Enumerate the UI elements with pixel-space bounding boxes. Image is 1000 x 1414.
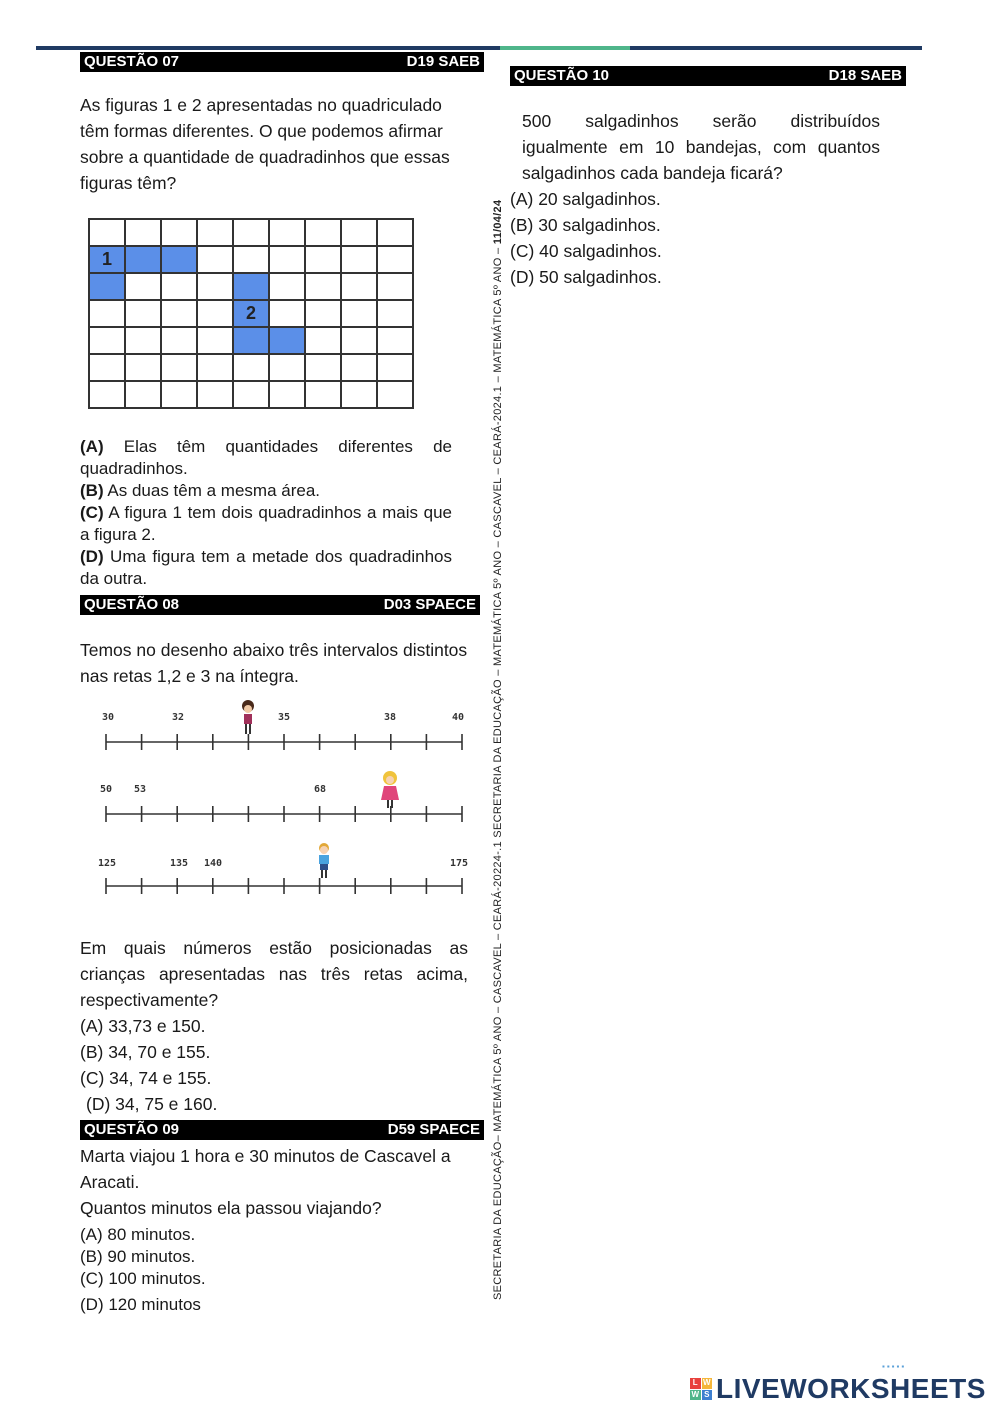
q09-option-b[interactable]: (B) 90 minutos. <box>80 1247 196 1266</box>
q08-question <box>80 935 468 1013</box>
q08-number-lines <box>80 690 480 910</box>
q07-options <box>80 436 452 590</box>
q09-prompt-line: Marta viajou 1 hora e 30 minutos de Cascavel a <box>80 1146 451 1166</box>
q08-option-d[interactable]: (D) 34, 75 e 160. <box>86 1094 218 1114</box>
q08-question-line: respectivamente? <box>80 990 219 1010</box>
q10-option-c[interactable]: (C) 40 salgadinhos. <box>510 241 662 261</box>
q10-title: QUESTÃO 10 <box>514 67 610 84</box>
q07-option-b[interactable]: (B) As duas têm a mesma área. <box>80 481 320 500</box>
q09-header <box>80 1120 484 1140</box>
q08-question-line: Em quais números estão posicionadas as <box>80 938 468 958</box>
line3-label: 135 <box>170 858 189 869</box>
q10-option-b[interactable]: (B) 30 salgadinhos. <box>510 215 661 235</box>
q08-question-line: crianças apresentadas nas três retas acima, <box>80 964 468 984</box>
liveworksheets-logo[interactable] <box>690 1374 986 1404</box>
q07-prompt-line: figuras têm? <box>80 173 177 193</box>
q08-option-b[interactable]: (B) 34, 70 e 155. <box>80 1042 211 1062</box>
q10-header <box>510 66 906 86</box>
q08-prompt-line: nas retas 1,2 e 3 na íntegra. <box>80 666 299 686</box>
q10-code: D18 SAEB <box>828 67 902 84</box>
line1-label: 38 <box>384 712 397 723</box>
line3-label: 140 <box>204 858 223 869</box>
q08-option-c[interactable]: (C) 34, 74 e 155. <box>80 1068 212 1088</box>
q08-prompt <box>80 637 467 689</box>
q07-square-grid <box>88 218 414 409</box>
line1-label: 35 <box>278 712 291 723</box>
q07-prompt-line: sobre a quantidade de quadradinhos que essas <box>80 147 450 167</box>
q07-header <box>80 52 484 72</box>
q09-prompt <box>80 1143 451 1221</box>
q10-prompt-line: salgadinhos cada bandeja ficará? <box>522 163 783 183</box>
q07-title: QUESTÃO 07 <box>84 53 180 70</box>
q07-option-c[interactable]: (C) A figura 1 tem dois quadradinhos a mais que a figura 2. <box>80 503 452 544</box>
q08-option-a[interactable]: (A) 33,73 e 150. <box>80 1016 206 1036</box>
line1-label: 30 <box>102 712 115 723</box>
q08-header <box>80 595 480 615</box>
q07-option-d[interactable]: (D) Uma figura tem a metade dos quadradinhos da outra. <box>80 547 452 588</box>
top-rule-accent <box>500 46 630 50</box>
q10-option-d[interactable]: (D) 50 salgadinhos. <box>510 267 662 287</box>
q09-option-a[interactable]: (A) 80 minutos. <box>80 1225 196 1244</box>
logo-text: LIVEWORKSHEETS <box>716 1373 986 1404</box>
q09-title: QUESTÃO 09 <box>84 1121 180 1138</box>
q07-prompt-line: As figuras 1 e 2 apresentadas no quadriculado <box>80 95 442 115</box>
figure-1-label: 1 <box>89 246 125 273</box>
child-figure-line-3 <box>319 843 329 878</box>
q09-options <box>80 1224 206 1316</box>
line3-label: 125 <box>98 858 117 869</box>
q10-prompt-line: 500 salgadinhos serão distribuídos <box>522 111 880 131</box>
q10-prompt-line: igualmente em 10 bandejas, com quantos <box>522 137 880 157</box>
line2-label: 68 <box>314 784 327 795</box>
q07-prompt <box>80 92 450 196</box>
line1-label: 32 <box>172 712 185 723</box>
line2-label: 50 <box>100 784 113 795</box>
q07-option-a[interactable]: (A) Elas têm quantidades diferentes de quadradinhos. <box>80 437 452 478</box>
q09-question: Quantos minutos ela passou viajando? <box>80 1198 382 1218</box>
side-date: 11/04/24 <box>492 199 504 245</box>
q08-title: QUESTÃO 08 <box>84 596 180 613</box>
logo-dots: ▪▪▪▪▪ <box>882 1362 907 1371</box>
figure-2-label: 2 <box>233 300 269 327</box>
q10-prompt <box>522 108 880 186</box>
line2-label: 53 <box>134 784 147 795</box>
top-rule <box>36 46 922 50</box>
q09-option-d[interactable]: (D) 120 minutos <box>80 1295 201 1314</box>
q09-code: D59 SPAECE <box>387 1121 480 1138</box>
q09-prompt-line: Aracati. <box>80 1172 140 1192</box>
line1-label: 40 <box>452 712 465 723</box>
q07-prompt-line: têm formas diferentes. O que podemos afirmar <box>80 121 443 141</box>
q07-code: D19 SAEB <box>406 53 480 70</box>
q08-code: D03 SPAECE <box>383 596 476 613</box>
q08-prompt-line: Temos no desenho abaixo três intervalos distintos <box>80 640 468 660</box>
q08-options <box>80 1013 217 1117</box>
q10-options <box>510 186 662 290</box>
line3-label: 175 <box>450 858 469 869</box>
liveworksheets-icon: L W W S <box>691 1378 711 1399</box>
q10-option-a[interactable]: (A) 20 salgadinhos. <box>510 189 661 209</box>
q09-option-c[interactable]: (C) 100 minutos. <box>80 1269 206 1288</box>
child-figure-line-2 <box>381 771 399 808</box>
child-figure-line-1 <box>242 700 254 734</box>
side-vertical-text: SECRETARIA DA EDUCAÇÃO– MATEMÁTICA 5º ANO – CASCAVEL – CEARÁ-20224-.1 SECRETARIA DA EDUCAÇÃO – MATEMÁTICA 5º ANO – CASCAVEL – CEARÁ-2024.1 – MATEMÁTICA 5º ANO – 11/04/24 <box>492 199 504 1300</box>
